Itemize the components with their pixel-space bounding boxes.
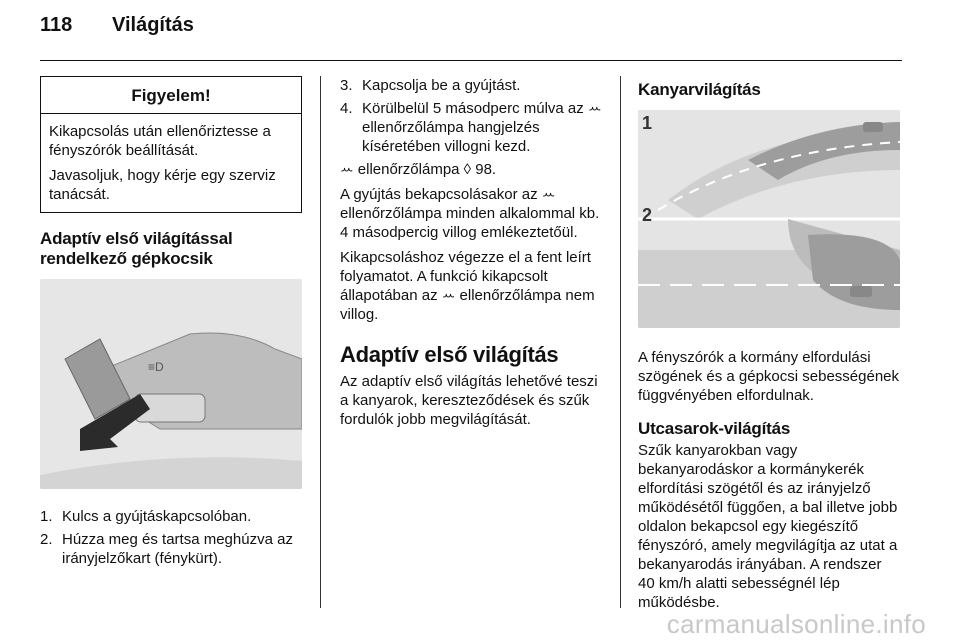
stalk-illustration <box>40 279 302 489</box>
section-heading: Adaptív első világítással rendelkező gépkocsik <box>40 229 233 268</box>
watermark: carmanualsonline.info <box>666 609 926 639</box>
section-heading: Kanyarvilágítás <box>638 80 761 99</box>
warning-text: Kikapcsolás után ellenőriztesse a fényszórók beállítását. <box>49 123 271 159</box>
cross-reference: ꕀ ellenőrzőlámpa ◊ 98. <box>340 161 497 178</box>
svg-text:≡D: ≡D <box>148 360 164 374</box>
column-3 <box>638 76 900 618</box>
section-heading: Utcasarok-világítás <box>638 419 791 438</box>
column-2 <box>340 76 604 435</box>
warning-box <box>40 76 302 213</box>
section-heading: Adaptív első világítás <box>340 342 559 367</box>
paragraph: Kikapcsoláshoz végezze el a fent leírt folyamatot. A funkció kikapcsolt állapotában az ꕀ ellenőrzőlámpa nem villog. <box>340 249 595 323</box>
list-item: 1. Kulcs a gyújtáskapcsolóban. <box>40 508 252 525</box>
column-divider <box>320 76 321 608</box>
figure-label: 1 <box>642 113 653 133</box>
paragraph: Szűk kanyarokban vagy bekanyarodáskor a kormánykerék elfordítási szögétől és az irányjelző működésétől függően, a bal illetve jobb oldalon bekapcsol egy kiegészítő fényszóró, amely megvilágítja az utat a bekanyarodás irányában. A rendszer 40 km/h alatti sebességnél lép működésbe. <box>638 442 898 611</box>
header-rule <box>40 60 902 61</box>
figure-label: 2 <box>642 205 653 225</box>
page-title: Világítás <box>112 14 194 36</box>
paragraph: A fényszórók a kormány elfordulási szögének és a gépkocsi sebességének függvényében elfordulnak. <box>638 349 900 404</box>
column-1 <box>40 76 302 572</box>
warning-text: Javasoljuk, hogy kérje egy szerviz tanácsát. <box>49 167 276 203</box>
list-item: 2. Húzza meg és tartsa meghúzva az irányjelzőkart (fénykürt). <box>40 531 293 567</box>
page-number: 118 <box>40 14 73 36</box>
paragraph: A gyújtás bekapcsolásakor az ꕀ ellenőrzőlámpa minden alkalommal kb. 4 másodpercig villog emlékeztetőül. <box>340 186 600 241</box>
cornering-light-illustration <box>638 110 900 328</box>
paragraph: Az adaptív első világítás lehetővé teszi a kanyarok, kereszteződések és szűk fordulók jobb megvilágítását. <box>340 373 598 428</box>
column-divider <box>620 76 621 608</box>
list-item: 3. Kapcsolja be a gyújtást. <box>340 77 521 94</box>
warning-title: Figyelem! <box>41 77 301 114</box>
list-item: 4. Körülbelül 5 másodperc múlva az ꕀ ellenőrzőlámpa hangjelzés kíséretében villogni kezd. <box>340 100 602 155</box>
